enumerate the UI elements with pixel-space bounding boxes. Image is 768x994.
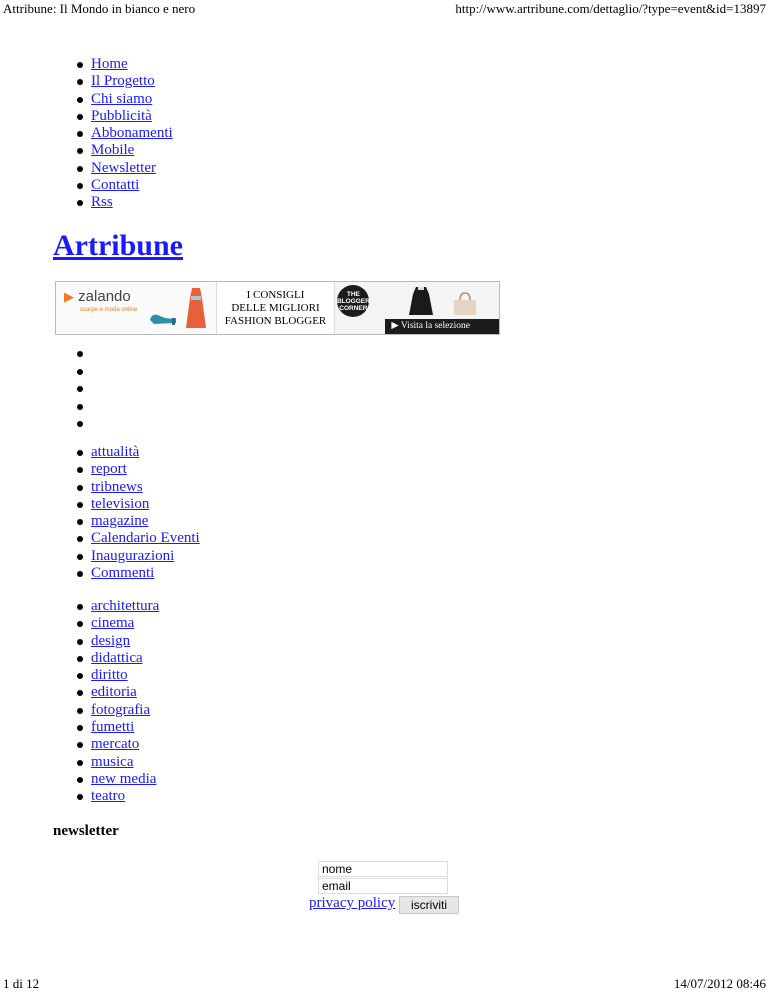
category-item-musica [91, 754, 159, 771]
zalando-banner-ad[interactable] [55, 281, 500, 335]
category-link-mercato[interactable]: mercato [91, 736, 140, 753]
top-nav-item-contatti [91, 177, 173, 194]
banner-brand-panel [56, 282, 217, 334]
subscribe-button[interactable]: iscriviti [399, 896, 459, 914]
top-nav-link-newsletter[interactable]: Newsletter [91, 159, 156, 176]
top-nav-item-home [91, 56, 173, 73]
shoe-icon [148, 306, 178, 326]
print-header-title: Attribune: Il Mondo in bianco e nero [3, 1, 196, 16]
category-link-fumetti[interactable]: fumetti [91, 719, 135, 736]
site-title [53, 226, 183, 266]
zalando-logo [64, 288, 131, 305]
category-link-fotografia[interactable]: fotografia [91, 701, 151, 718]
category-link-new-media[interactable]: new media [91, 770, 157, 787]
section-nav-item-commenti [91, 565, 200, 582]
banner-cta[interactable]: ▶ Visita la selezione [385, 319, 499, 334]
category-link-design[interactable]: design [91, 632, 131, 649]
category-item-editoria [91, 684, 159, 701]
top-nav-link-home[interactable]: Home [91, 56, 128, 72]
section-nav-item-television [91, 496, 200, 513]
category-link-didattica[interactable]: didattica [91, 649, 143, 666]
name-field[interactable] [318, 861, 448, 877]
category-link-architettura[interactable]: architettura [91, 598, 160, 614]
top-nav-item-pubblicita [91, 108, 173, 125]
category-item-fumetti [91, 719, 159, 736]
banner-headline-line-1: I CONSIGLI [246, 288, 305, 301]
category-item-mercato [91, 736, 159, 753]
top-nav-item-progetto [91, 73, 173, 90]
banner-headline [217, 282, 336, 334]
top-nav-link-progetto[interactable]: Il Progetto [91, 73, 155, 90]
section-link-calendario-eventi[interactable]: Calendario Eventi [91, 530, 200, 547]
section-nav-item-calendario [91, 530, 200, 547]
top-nav-link-chi-siamo[interactable]: Chi siamo [91, 90, 153, 107]
category-link-musica[interactable]: musica [91, 753, 134, 770]
category-link-cinema[interactable]: cinema [91, 615, 135, 632]
badge-line-3: CORNER [339, 304, 368, 312]
blogger-corner-badge [337, 285, 369, 317]
top-nav-link-contatti[interactable]: Contatti [91, 177, 140, 194]
category-link-teatro[interactable]: teatro [91, 788, 126, 805]
print-datetime: 14/07/2012 08:46 [673, 976, 766, 991]
top-nav-item-mobile [91, 142, 173, 159]
category-item-architettura [91, 598, 159, 615]
dress-icon [184, 286, 208, 330]
top-nav-item-abbonamenti [91, 125, 173, 142]
section-link-report[interactable]: report [91, 461, 127, 478]
top-nav-item-chi-siamo [91, 91, 173, 108]
section-nav-item-magazine [91, 513, 200, 530]
section-link-tribnews[interactable]: tribnews [91, 478, 143, 495]
section-nav-item-attualita [91, 444, 200, 461]
site-title-link[interactable]: Artribune [53, 229, 183, 262]
section-link-attualita[interactable]: attualità [91, 444, 140, 460]
category-link-diritto[interactable]: diritto [91, 667, 128, 684]
category-nav [91, 598, 159, 806]
section-link-inaugurazioni[interactable]: Inaugurazioni [91, 547, 175, 564]
top-nav [91, 56, 173, 212]
play-triangle-icon: ▶ [64, 289, 74, 304]
print-page-number: 1 di 12 [3, 976, 40, 991]
category-item-teatro [91, 788, 159, 805]
top-nav-link-rss[interactable]: Rss [91, 194, 113, 211]
section-nav-item-tribnews [91, 479, 200, 496]
zalando-logo-text: zalando [78, 288, 131, 305]
top-nav-link-pubblicita[interactable]: Pubblicità [91, 107, 152, 124]
section-link-magazine[interactable]: magazine [91, 513, 149, 530]
email-field[interactable] [318, 878, 448, 894]
print-header-url: http://www.artribune.com/dettaglio/?type=event&id=13897 [455, 1, 766, 16]
category-item-cinema [91, 615, 159, 632]
banner-headline-line-2: DELLE MIGLIORI [231, 301, 320, 314]
section-nav-item-inaugurazioni [91, 548, 200, 565]
badge-line-2: BLOGGER [336, 297, 370, 305]
top-nav-item-newsletter [91, 160, 173, 177]
zalando-tagline: scarpe e moda online [80, 307, 138, 313]
section-link-television[interactable]: television [91, 495, 150, 512]
category-link-editoria[interactable]: editoria [91, 684, 137, 701]
top-nav-item-rss [91, 194, 173, 211]
section-nav-item-report [91, 461, 200, 478]
privacy-policy-link[interactable]: privacy policy [309, 895, 396, 911]
top-nav-link-abbonamenti[interactable]: Abbonamenti [91, 125, 173, 142]
category-item-diritto [91, 667, 159, 684]
category-item-design [91, 633, 159, 650]
banner-headline-line-3: FASHION BLOGGER [224, 314, 327, 327]
category-item-new-media [91, 771, 159, 788]
section-link-commenti[interactable]: Commenti [91, 565, 155, 582]
section-nav [91, 444, 200, 582]
category-item-didattica [91, 650, 159, 667]
badge-line-1: THE [346, 290, 360, 298]
handbag-icon [452, 292, 478, 316]
top-nav-link-mobile[interactable]: Mobile [91, 142, 135, 159]
banner-product-panel [335, 282, 499, 334]
newsletter-heading: newsletter [53, 823, 119, 839]
category-item-fotografia [91, 702, 159, 719]
black-dress-icon [407, 286, 435, 316]
